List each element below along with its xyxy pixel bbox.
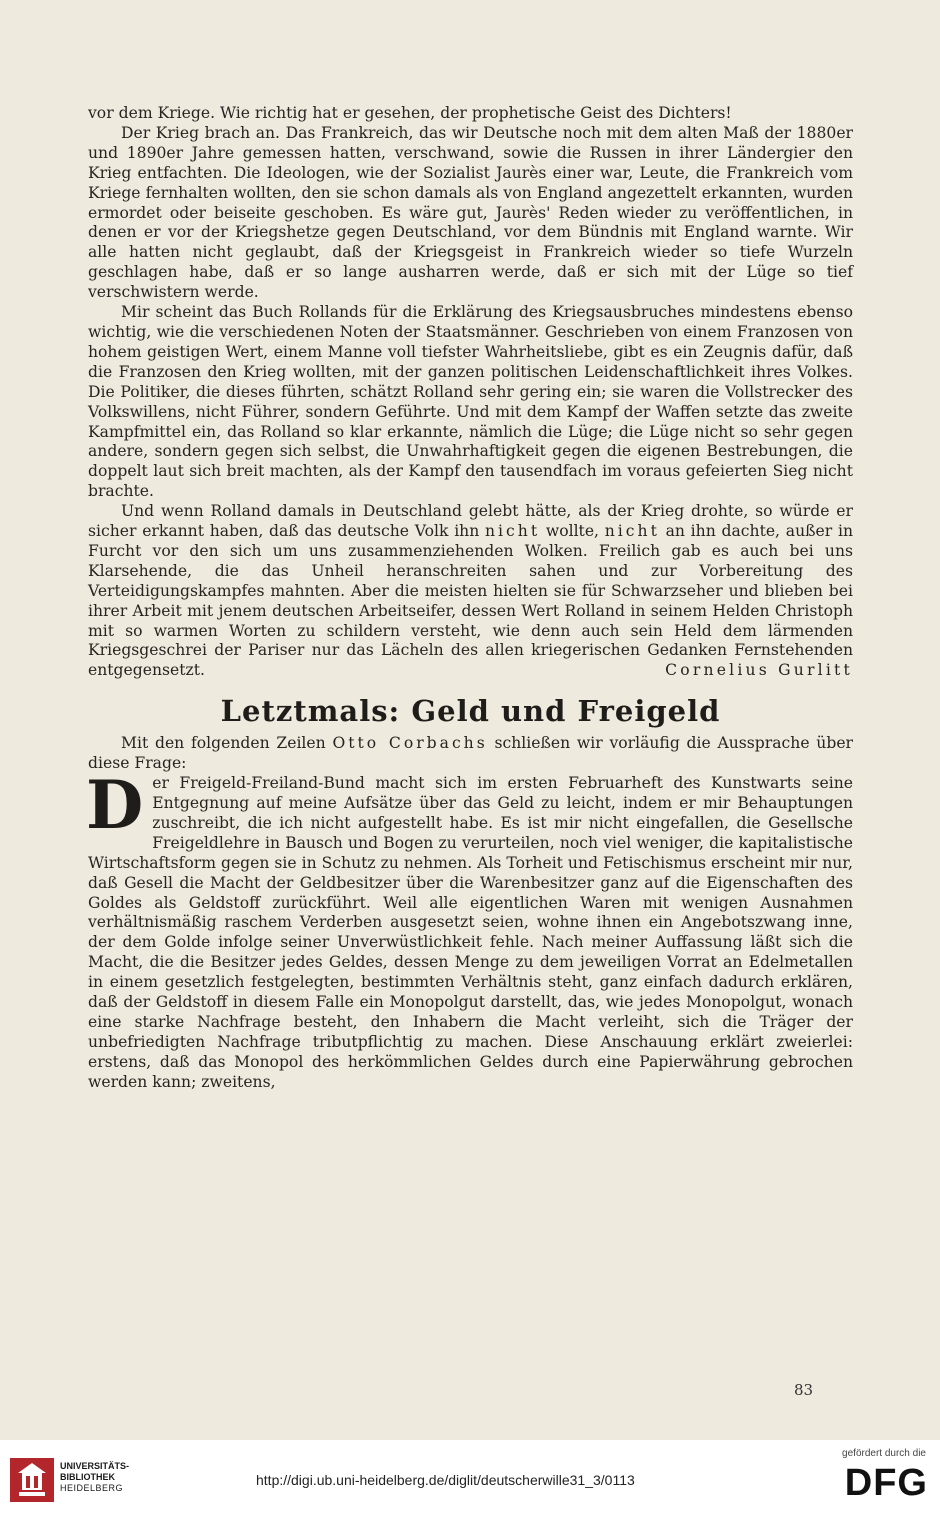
library-name-line3: HEIDELBERG — [60, 1483, 124, 1493]
paragraph-4-part2: wollte, — [540, 522, 605, 541]
permalink-url[interactable]: http://digi.ub.uni-heidelberg.de/diglit/deutscherwille31_3/0113 — [256, 1472, 635, 1488]
drop-cap: D — [86, 766, 144, 845]
dfg-tagline: gefördert durch die — [842, 1448, 926, 1459]
paragraph-4-part1: Und wenn Rolland damals in Deutschland gelebt hätte, als der Krieg drohte, so würde er sicher erkannt haben, daß das deutsche Volk ihn — [88, 502, 853, 541]
article-intro — [88, 734, 853, 774]
emphasis-nicht-1: nicht — [485, 522, 541, 541]
library-seal-icon — [10, 1458, 54, 1502]
article-body — [86, 766, 853, 1093]
viewer-footer — [0, 1440, 940, 1523]
library-logo[interactable] — [10, 1454, 260, 1504]
intro-part1: Mit den folgenden Zeilen — [121, 734, 333, 753]
library-name-line2: BIBLIOTHEK — [60, 1472, 115, 1482]
paragraph-1: vor dem Kriege. Wie richtig hat er gesehen, der prophetische Geist des Dichters! — [88, 104, 732, 122]
emphasis-nicht-2: nicht — [604, 522, 660, 541]
paragraph-3: Mir scheint das Buch Rollands für die Erklärung des Kriegsausbruches mindestens ebenso wichtig, wie die verschiedenen Noten der Staatsmänner. Geschrieben von einem Franzosen von hohem geistigen Wert, einem Manne voll tiefster Wahrheitsliebe, gibt es ein Zeugnis dafür, daß die Franzosen den Krieg wollten, mit der ganzen politischen Leidenschaftlichkeit ihres Volkes. Die Politiker, die dieses führten, schätzt Rolland sehr gering ein; sie waren die Vollstrecker des Volkswillens, nicht Führer, sondern Geführte. Und mit dem Kampf der Waffen setzte das zweite Kampfmittel ein, das Rolland so klar erkannte, nämlich die Lüge; die Lüge nicht so sehr gegen andere, sondern gegen sich selbst, die Unwahrhaftigkeit gegen die eigenen Bestrebungen, die doppelt laut sich breit machten, als der Kampf den tausendfach im voraus gefeierten Sieg nicht brachte. — [88, 303, 853, 501]
library-name — [60, 1461, 129, 1494]
library-name-line1: UNIVERSITÄTS- — [60, 1461, 130, 1471]
page-number: 83 — [794, 1381, 814, 1399]
text-block — [88, 104, 853, 1093]
dfg-credit[interactable] — [818, 1448, 928, 1518]
author-signature: Cornelius Gurlitt — [665, 661, 853, 680]
paragraph-4 — [88, 502, 853, 681]
article-title: Letztmals: Geld und Freigeld — [220, 694, 721, 729]
paragraph-4-part3: an ihn dachte, außer in Furcht vor den sich um uns zusammenziehenden Wolken. Freilich gab es auch bei uns Klarsehende, die das Unheil heranschreiten sahen und zur Vorbereitung des Verteidigungskampfes mahnten. Aber die meisten hielten sie für Schwarzseher und blieben bei ihrer Arbeit mit jenem deutschen Arbeitseifer, dessen Wert Rolland in seinem Helden Christoph mit so warmen Worten zu schildern versteht, wie denn auch sein Held dem lärmenden Kriegsgeschrei der Pariser nur das Lächeln des allen kriegerischen Gedanken Fernstehenden entgegensetzt. — [88, 522, 853, 680]
article-body-text: er Freigeld-Freiland-Bund macht sich im ersten Februarheft des Kunstwarts seine Entgegnung auf meine Aufsätze über das Geld zu leicht, indem er mir Behauptungen zuschreibt, die ich nicht aufgestellt habe. Es ist mir nicht eingefallen, die Gesellsche Freigeldlehre in Bausch und Bogen zu verurteilen, noch viel weniger, die kapitalistische Wirtschaftsform gegen sie in Schutz zu nehmen. Als Torheit und Fetischismus erscheint mir nur, daß Gesell die Macht der Geldbesitzer über die Warenbesitzer ganz auf die Eigenschaften des Goldes als Geldstoff zurückführt. Weil alle eigentlichen Waren mit wenigen Ausnahmen verhältnismäßig raschem Verderben ausgesetzt seien, wohne ihnen ein Angebotszwang inne, der dem Golde infolge seiner Unverwüstlichkeit fehle. Nach meiner Auffassung läßt sich die Macht, die die Besitzer jedes Geldes, dessen Menge zu dem jeweiligen Vorrat an Edelmetallen in einem gesetzlich festgelegten, bestimmten Verhältnis steht, ganz einfach dadurch erklären, daß der Geldstoff in diesem Falle ein Monopolgut darstellt, das, wie jedes Monopolgut, wonach eine starke Nachfrage besteht, den Inhabern die Macht verleiht, sich die Träger der unbefriedigten Nachfrage tributpflichtig zu machen. Diese Anschauung erklärt zweierlei: erstens, daß das Monopol des herkömmlichen Geldes durch eine Papierwährung gebrochen werden kann; zweitens, — [88, 774, 853, 1091]
intro-author: Otto Corbachs — [332, 734, 488, 753]
paragraph-2: Der Krieg brach an. Das Frankreich, das wir Deutsche noch mit dem alten Maß der 1880er und 1890er Jahre gemessen hatten, verschwand, sowie die Russen in ihrer Ländergier den Krieg entfachten. Die Ideologen, wie der Sozialist Jaurès einer war, Leute, die Frankreich vom Kriege fernhalten wollten, den sie schon damals als von England angezettelt erkannten, wurden ermordet oder beiseite geschoben. Es wäre gut, Jaurès' Reden wieder zu veröffentlichen, in denen er vor der Kriegshetze gegen Deutschland, vor dem Bündnis mit England warnte. Wir alle hatten nicht geglaubt, daß der Kriegsgeist in Frankreich wieder so tiefe Wurzeln geschlagen habe, daß er so lange ausharren werde, daß er sich mit der Lüge so tief verschwistern werde. — [88, 123, 853, 302]
intro-part2: schließen wir vorläufig die Aussprache über diese Frage: — [88, 734, 854, 773]
dfg-logo: DFG — [844, 1462, 928, 1504]
